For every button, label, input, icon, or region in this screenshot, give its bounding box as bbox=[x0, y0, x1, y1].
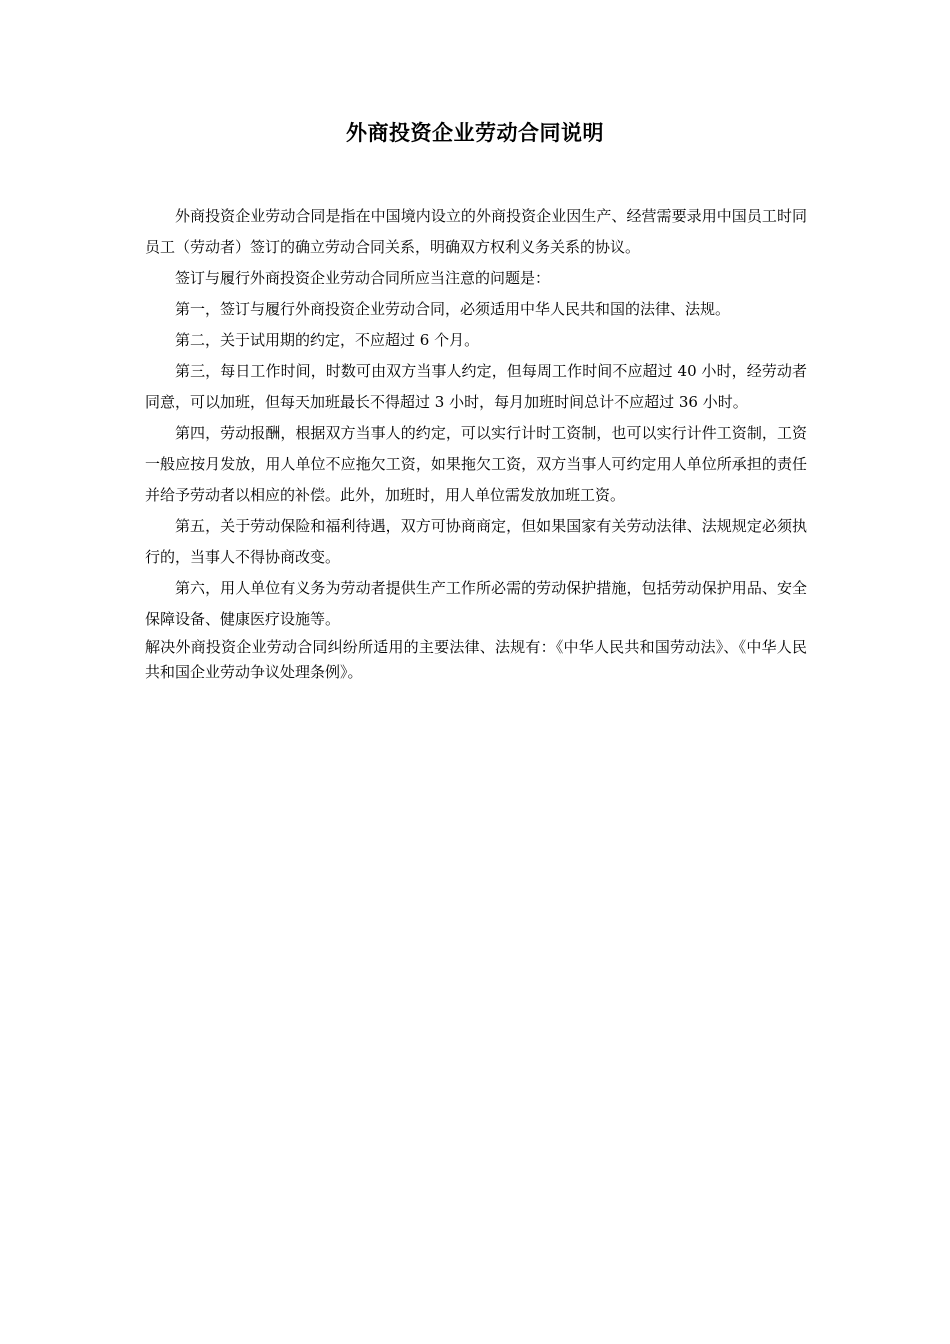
paragraph-fifth: 第五，关于劳动保险和福利待遇，双方可协商商定，但如果国家有关劳动法律、法规规定必须执行的，当事人不得协商改变。 bbox=[145, 517, 807, 566]
document-title: 外商投资企业劳动合同说明 bbox=[346, 121, 604, 145]
document-body bbox=[145, 201, 807, 685]
paragraph-applicable-laws: 解决外商投资企业劳动合同纠纷所适用的主要法律、法规有：《中华人民共和国劳动法》、《中华人民共和国企业劳动争议处理条例》。 bbox=[145, 638, 807, 681]
paragraph-sixth: 第六，用人单位有义务为劳动者提供生产工作所必需的劳动保护措施，包括劳动保护用品、安全保障设备、健康医疗设施等。 bbox=[145, 579, 807, 628]
paragraph-definition: 外商投资企业劳动合同是指在中国境内设立的外商投资企业因生产、经营需要录用中国员工时同员工（劳动者）签订的确立劳动合同关系，明确双方权利义务关系的协议。 bbox=[145, 207, 807, 256]
paragraph-notice-intro: 签订与履行外商投资企业劳动合同所应当注意的问题是： bbox=[175, 269, 551, 287]
paragraph-second: 第二，关于试用期的约定，不应超过 6 个月。 bbox=[175, 331, 480, 349]
paragraph-third: 第三，每日工作时间，时数可由双方当事人约定，但每周工作时间不应超过 40 小时，经劳动者同意，可以加班，但每天加班最长不得超过 3 小时，每月加班时间总计不应超过 36 小时。 bbox=[145, 362, 807, 411]
paragraph-first: 第一，签订与履行外商投资企业劳动合同，必须适用中华人民共和国的法律、法规。 bbox=[175, 300, 731, 318]
paragraph-fourth: 第四，劳动报酬，根据双方当事人的约定，可以实行计时工资制，也可以实行计件工资制，工资一般应按月发放，用人单位不应拖欠工资，如果拖欠工资，双方当事人可约定用人单位所承担的责任并给予劳动者以相应的补偿。此外，加班时，用人单位需发放加班工资。 bbox=[145, 424, 807, 504]
